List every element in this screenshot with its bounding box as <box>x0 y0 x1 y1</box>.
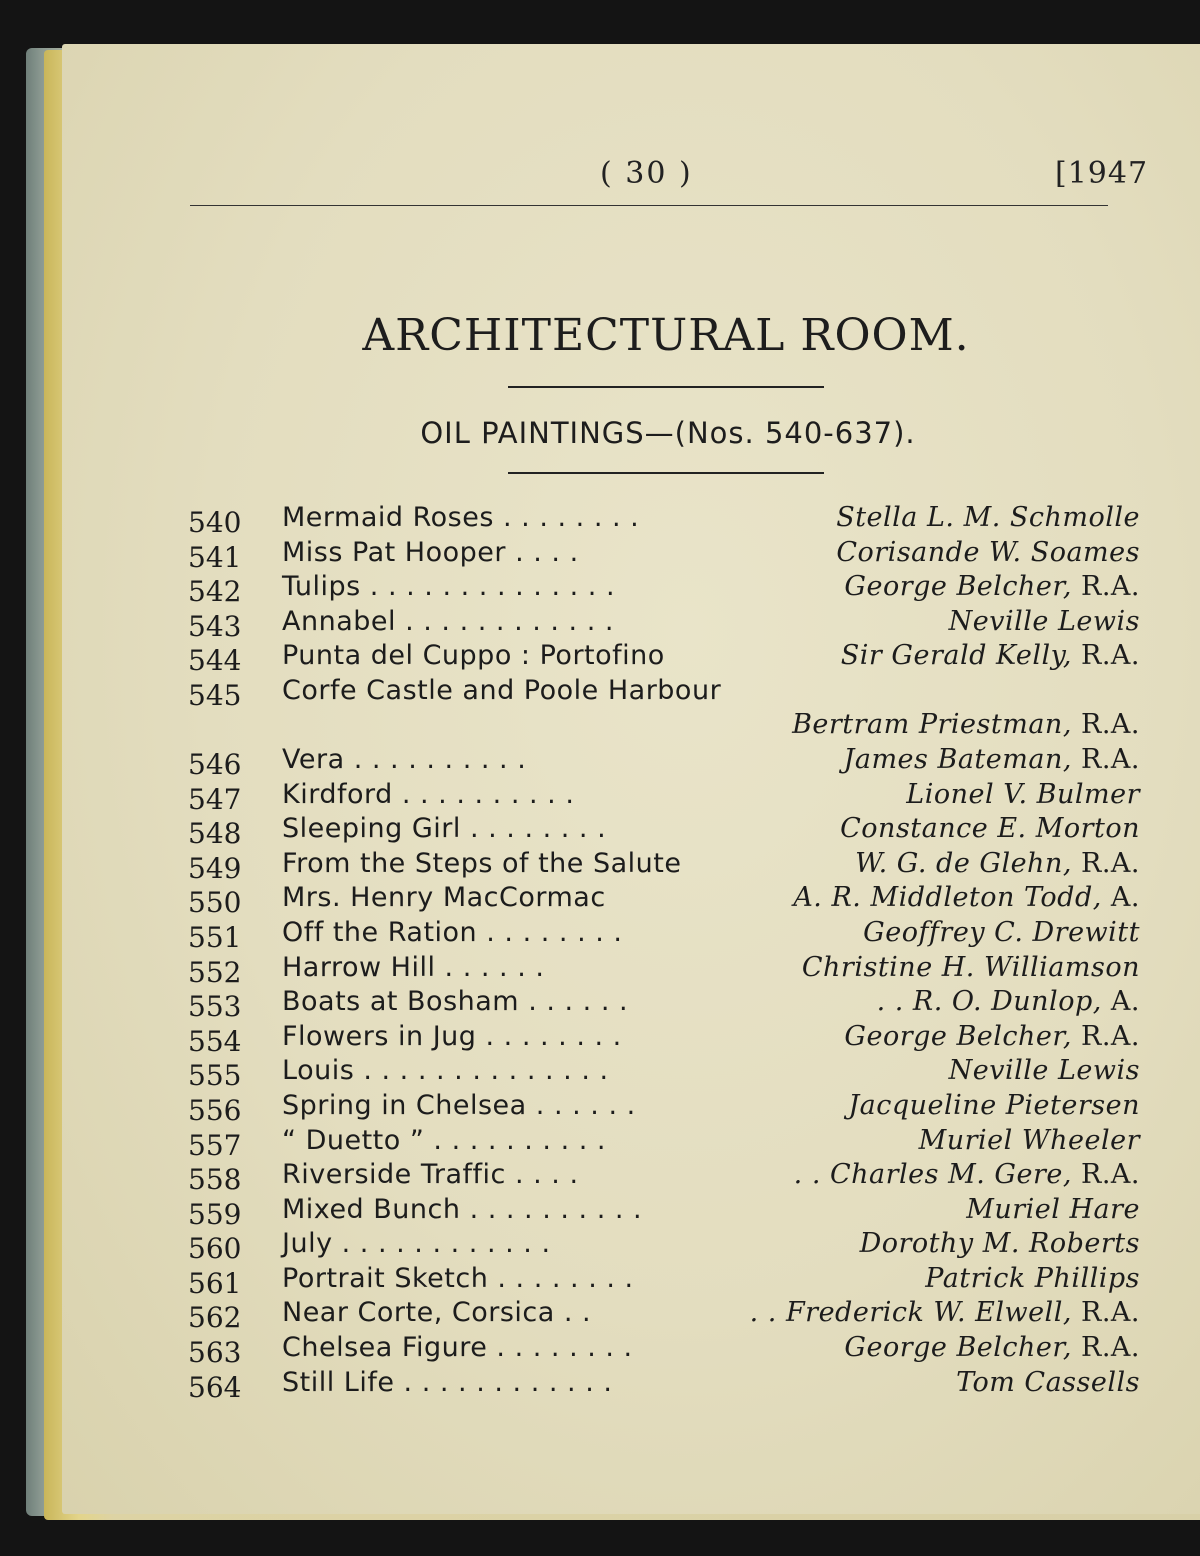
artist-suffix: R.A. <box>1071 1020 1140 1052</box>
artist-suffix: R.A. <box>1071 847 1140 879</box>
entry-title: Near Corte, Corsica . . <box>282 1297 592 1329</box>
entry-artist <box>802 952 1140 983</box>
artist-name: A. R. Middleton Todd, <box>793 882 1102 914</box>
catalogue-entry <box>188 537 1146 572</box>
artist-suffix: R.A. <box>1071 1332 1140 1364</box>
entry-artist <box>956 1367 1140 1398</box>
entry-number: 559 <box>188 1197 242 1231</box>
entry-title: Miss Pat Hooper . . . . <box>282 536 579 568</box>
catalogue-entry <box>188 1159 1146 1197</box>
artist-suffix: R.A. <box>1071 640 1140 672</box>
catalogue-entry <box>188 502 1146 537</box>
artist-name: Geoffrey C. Drewitt <box>863 916 1140 948</box>
subsection-title: OIL PAINTINGS—(Nos. 540-637). <box>420 416 916 450</box>
catalogue-entry <box>188 744 1146 779</box>
entry-title: Still Life . . . . . . . . . . . . <box>282 1366 613 1398</box>
catalogue-entry <box>188 779 1146 814</box>
artist-name: Muriel Hare <box>966 1193 1140 1225</box>
entry-title: Flowers in Jug . . . . . . . . <box>282 1020 622 1052</box>
entry-number: 546 <box>188 747 242 781</box>
catalogue-entry <box>188 675 1146 744</box>
artist-suffix: A. <box>1101 882 1140 914</box>
artist-name: George Belcher, <box>844 1020 1072 1052</box>
catalogue-entry <box>188 640 1146 678</box>
catalogue-entry <box>188 1297 1146 1335</box>
entry-title: Kirdford . . . . . . . . . . <box>282 778 575 810</box>
artist-name: . . Charles M. Gere, <box>793 1159 1072 1191</box>
artist-name: Jacqueline Pietersen <box>848 1089 1140 1121</box>
catalogue-list <box>188 502 1146 1404</box>
entry-number: 548 <box>188 817 242 851</box>
catalogue-entry <box>188 571 1146 609</box>
artist-name: Patrick Phillips <box>925 1262 1140 1294</box>
section-title: ARCHITECTURAL ROOM. <box>362 310 970 361</box>
artist-name: Bertram Priestman, <box>792 708 1072 740</box>
entry-title: From the Steps of the Salute <box>282 847 682 879</box>
entry-artist <box>792 709 1140 740</box>
entry-artist <box>949 606 1140 637</box>
entry-artist <box>844 571 1140 602</box>
catalogue-entry <box>188 1021 1146 1056</box>
artist-name: George Belcher, <box>844 571 1072 603</box>
entry-title: Off the Ration . . . . . . . . <box>282 916 623 948</box>
entry-artist <box>925 1263 1140 1294</box>
entry-number: 541 <box>188 540 242 574</box>
entry-number: 547 <box>188 782 242 816</box>
entry-number: 562 <box>188 1301 242 1335</box>
entry-number: 543 <box>188 609 242 643</box>
entry-artist <box>844 1332 1140 1363</box>
catalogue-entry <box>188 952 1146 987</box>
entry-title: Vera . . . . . . . . . . <box>282 743 527 775</box>
entry-artist <box>860 1228 1140 1259</box>
entry-artist <box>750 1297 1140 1328</box>
catalogue-entry <box>188 1367 1146 1402</box>
entry-number: 556 <box>188 1093 242 1127</box>
entry-number: 542 <box>188 575 242 609</box>
catalogue-entry <box>188 1125 1146 1160</box>
entry-title: Spring in Chelsea . . . . . . <box>282 1089 636 1121</box>
artist-name: . . Frederick W. Elwell, <box>749 1297 1072 1329</box>
artist-suffix: R.A. <box>1071 1159 1140 1191</box>
catalogue-entry <box>188 1332 1146 1370</box>
entry-artist <box>863 917 1140 948</box>
artist-name: Constance E. Morton <box>840 813 1140 845</box>
catalogue-entry <box>188 848 1146 883</box>
artist-name: Corisande W. Soames <box>836 536 1140 568</box>
entry-title: Boats at Bosham . . . . . . <box>282 986 629 1018</box>
entry-number: 540 <box>188 506 242 539</box>
artist-name: James Bateman, <box>843 743 1072 775</box>
artist-name: Muriel Wheeler <box>918 1124 1140 1156</box>
entry-title: Mrs. Henry MacCormac <box>282 882 606 914</box>
entry-number: 544 <box>188 644 242 678</box>
entry-artist <box>949 1055 1140 1086</box>
artist-suffix: R.A. <box>1071 708 1140 740</box>
entry-number: 551 <box>188 920 242 954</box>
entry-artist <box>877 986 1140 1017</box>
entry-title: Punta del Cuppo : Portofino <box>282 640 665 672</box>
artist-name: Dorothy M. Roberts <box>859 1228 1140 1260</box>
entry-number: 549 <box>188 851 242 885</box>
artist-suffix: A. <box>1101 986 1140 1018</box>
artist-suffix: R.A. <box>1071 743 1140 775</box>
entry-number: 553 <box>188 990 242 1024</box>
catalogue-entry <box>188 813 1146 851</box>
artist-name: Christine H. Williamson <box>801 951 1140 983</box>
artist-name: W. G. de Glehn, <box>855 847 1072 879</box>
artist-name: Neville Lewis <box>948 1055 1140 1087</box>
entry-artist <box>855 848 1140 879</box>
entry-title: Annabel . . . . . . . . . . . . <box>282 605 614 637</box>
entry-title: Harrow Hill . . . . . . <box>282 951 545 983</box>
catalogue-entry <box>188 1194 1146 1229</box>
catalogue-entry <box>188 606 1146 641</box>
entry-artist <box>844 1021 1140 1052</box>
artist-name: Lionel V. Bulmer <box>906 778 1140 810</box>
artist-name: Neville Lewis <box>948 605 1140 637</box>
entry-number: 550 <box>188 886 242 920</box>
catalogue-entry <box>188 1055 1146 1093</box>
title-divider <box>508 386 824 388</box>
entry-artist <box>793 882 1140 913</box>
entry-title: Louis . . . . . . . . . . . . . . <box>282 1055 609 1087</box>
entry-number: 561 <box>188 1266 242 1300</box>
entry-number: 555 <box>188 1059 242 1093</box>
artist-suffix: R.A. <box>1071 571 1140 603</box>
entry-number: 563 <box>188 1336 242 1370</box>
catalogue-entry <box>188 1090 1146 1125</box>
artist-name: Tom Cassells <box>956 1366 1140 1398</box>
entry-number: 560 <box>188 1232 242 1266</box>
artist-name: George Belcher, <box>844 1332 1072 1364</box>
entry-title: Mixed Bunch . . . . . . . . . . <box>282 1193 643 1225</box>
entry-title: July . . . . . . . . . . . . <box>282 1228 551 1260</box>
catalogue-entry <box>188 917 1146 952</box>
subtitle-divider <box>508 472 824 474</box>
entry-number: 554 <box>188 1024 242 1058</box>
entry-title: Corfe Castle and Poole Harbour <box>282 674 722 706</box>
entry-number: 545 <box>188 678 242 712</box>
entry-title: Mermaid Roses . . . . . . . . <box>282 502 640 533</box>
entry-title: Portrait Sketch . . . . . . . . <box>282 1262 634 1294</box>
entry-title: Tulips . . . . . . . . . . . . . . <box>282 571 616 603</box>
entry-artist <box>844 744 1140 775</box>
catalogue-entry <box>188 986 1146 1024</box>
entry-artist <box>848 1090 1140 1121</box>
entry-title: Chelsea Figure . . . . . . . . <box>282 1332 633 1364</box>
entry-artist <box>794 1159 1140 1190</box>
entry-artist <box>836 502 1140 533</box>
entry-title: Sleeping Girl . . . . . . . . <box>282 813 607 845</box>
year-marker: [1947 <box>1055 156 1149 191</box>
entry-number: 557 <box>188 1128 242 1162</box>
entry-number: 558 <box>188 1163 242 1197</box>
artist-name: Stella L. M. Schmolle <box>836 502 1140 533</box>
catalogue-entry <box>188 1263 1146 1298</box>
entry-title: Riverside Traffic . . . . <box>282 1159 579 1191</box>
entry-number: 564 <box>188 1370 242 1404</box>
entry-artist <box>836 537 1140 568</box>
entry-artist <box>919 1125 1140 1156</box>
artist-suffix: R.A. <box>1071 1297 1140 1329</box>
catalogue-entry <box>188 1228 1146 1266</box>
entry-artist <box>840 813 1140 844</box>
entry-number: 552 <box>188 955 242 989</box>
catalogue-entry <box>188 882 1146 920</box>
entry-artist <box>906 779 1140 810</box>
header-rule <box>190 205 1108 207</box>
entry-artist <box>966 1194 1140 1225</box>
artist-name: . . R. O. Dunlop, <box>876 986 1102 1018</box>
entry-title: “ Duetto ” . . . . . . . . . . <box>282 1124 606 1156</box>
entry-artist <box>841 640 1140 671</box>
artist-name: Sir Gerald Kelly, <box>840 640 1072 672</box>
page-number: ( 30 ) <box>600 156 693 191</box>
